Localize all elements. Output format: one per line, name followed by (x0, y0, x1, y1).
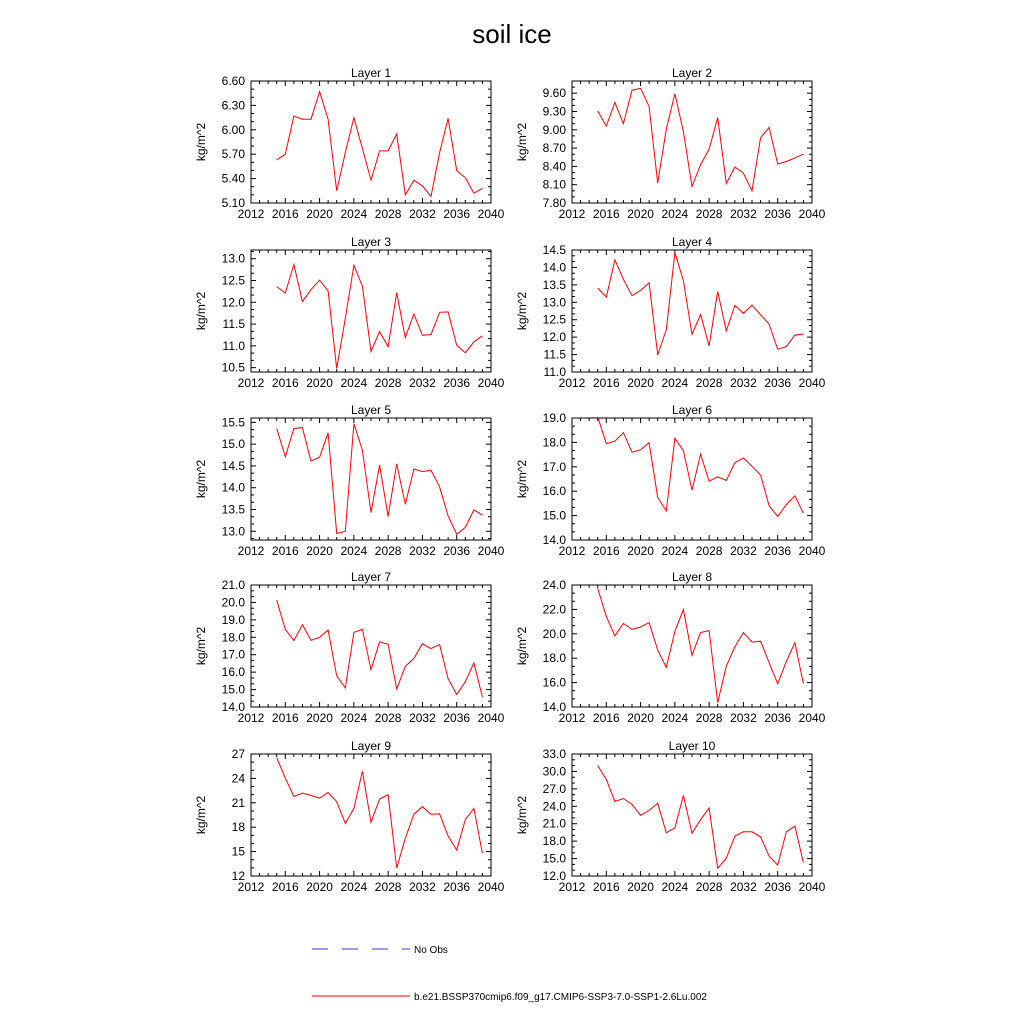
y-tick-label: 18.0 (542, 651, 566, 666)
y-axis-label: kg/m^2 (515, 122, 529, 162)
y-tick-label: 17.0 (221, 647, 245, 662)
panel-title: Layer 3 (350, 235, 392, 249)
plot-frame (251, 81, 491, 203)
y-tick-label: 21.0 (542, 816, 566, 831)
y-tick-label: 12.5 (542, 312, 566, 327)
y-tick-label: 19.0 (542, 411, 566, 425)
y-tick-label: 21 (231, 795, 245, 810)
x-tick-label: 2016 (592, 207, 620, 221)
y-tick-label: 15.0 (221, 437, 245, 452)
x-tick-label: 2020 (627, 711, 654, 725)
series-line (277, 600, 483, 697)
x-tick-label: 2016 (271, 207, 299, 221)
y-tick-label: 15.0 (542, 508, 566, 523)
y-tick-label: 9.30 (542, 104, 566, 119)
y-tick-label: 14.0 (221, 700, 245, 714)
x-tick-label: 2028 (695, 207, 723, 221)
y-tick-label: 7.80 (542, 196, 566, 210)
panel-1 (194, 66, 505, 221)
y-tick-label: 15 (231, 844, 245, 859)
y-tick-label: 6.30 (221, 98, 245, 113)
x-tick-label: 2020 (306, 376, 333, 390)
y-axis-label: kg/m^2 (515, 291, 529, 331)
y-tick-label: 19.0 (221, 612, 245, 627)
x-tick-label: 2028 (374, 711, 402, 725)
panel-title: Layer 10 (668, 739, 716, 753)
x-tick-label: 2016 (271, 711, 299, 725)
y-axis-label: kg/m^2 (194, 122, 208, 162)
y-tick-label: 14.0 (221, 480, 245, 495)
x-tick-label: 2036 (764, 544, 792, 558)
panel-8 (515, 570, 826, 725)
x-tick-label: 2024 (661, 880, 689, 894)
panel-4 (515, 235, 826, 390)
x-tick-label: 2012 (558, 880, 586, 894)
panel-title: Layer 8 (671, 570, 713, 584)
x-tick-label: 2012 (237, 544, 265, 558)
x-tick-label: 2024 (661, 711, 689, 725)
x-tick-label: 2012 (558, 207, 586, 221)
y-tick-label: 14.5 (221, 458, 245, 473)
y-tick-label: 16.0 (221, 665, 245, 680)
x-tick-label: 2036 (443, 711, 471, 725)
x-tick-label: 2016 (271, 376, 299, 390)
plot-frame (251, 754, 491, 876)
series-line (598, 588, 804, 702)
panel-title: Layer 7 (350, 570, 392, 584)
y-tick-label: 15.0 (221, 682, 245, 697)
y-tick-label: 11.0 (543, 365, 566, 379)
panel-9 (194, 739, 505, 894)
y-tick-label: 15.5 (221, 415, 245, 430)
series-line (277, 92, 483, 197)
x-tick-label: 2016 (592, 880, 620, 894)
x-tick-label: 2032 (409, 880, 436, 894)
x-tick-label: 2016 (271, 544, 299, 558)
plot-frame (251, 585, 491, 707)
panel-title: Layer 4 (671, 235, 713, 249)
y-tick-label: 9.00 (542, 122, 566, 137)
panel-title: Layer 5 (350, 403, 392, 417)
x-tick-label: 2028 (695, 880, 723, 894)
panel-7 (194, 570, 505, 725)
x-tick-label: 2024 (340, 544, 368, 558)
y-axis-label: kg/m^2 (515, 626, 529, 666)
y-axis-label: kg/m^2 (194, 291, 208, 331)
x-tick-label: 2028 (695, 376, 723, 390)
x-tick-label: 2032 (730, 376, 757, 390)
x-tick-label: 2024 (340, 207, 368, 221)
x-tick-label: 2040 (798, 880, 826, 894)
x-tick-label: 2020 (627, 880, 654, 894)
y-tick-label: 11.5 (543, 347, 566, 362)
y-tick-label: 27.0 (542, 781, 566, 796)
x-tick-label: 2040 (798, 544, 826, 558)
x-tick-label: 2012 (558, 376, 586, 390)
y-tick-label: 12.5 (221, 273, 245, 288)
x-tick-label: 2036 (443, 544, 471, 558)
plot-frame (251, 250, 491, 372)
x-tick-label: 2028 (374, 544, 402, 558)
y-tick-label: 12.0 (221, 295, 245, 310)
y-tick-label: 30.0 (542, 764, 566, 779)
x-tick-label: 2032 (730, 544, 757, 558)
x-tick-label: 2028 (374, 376, 402, 390)
chart-main-title: soil ice (472, 19, 552, 49)
legend (312, 945, 707, 1003)
y-tick-label: 13.5 (542, 277, 566, 292)
x-tick-label: 2040 (477, 880, 505, 894)
x-tick-label: 2040 (798, 207, 826, 221)
x-tick-label: 2024 (340, 711, 368, 725)
series-line (598, 252, 804, 355)
y-tick-label: 12.0 (542, 330, 566, 345)
x-tick-label: 2012 (237, 376, 265, 390)
y-tick-label: 5.40 (221, 171, 245, 186)
x-tick-label: 2032 (409, 544, 436, 558)
x-tick-label: 2032 (409, 207, 436, 221)
x-tick-label: 2012 (237, 880, 265, 894)
y-tick-label: 18 (231, 820, 245, 835)
panel-5 (194, 403, 505, 558)
x-tick-label: 2040 (798, 711, 826, 725)
x-tick-label: 2012 (237, 207, 265, 221)
y-tick-label: 11.0 (222, 338, 245, 353)
x-tick-label: 2036 (443, 376, 471, 390)
plot-frame (572, 250, 812, 372)
panel-2 (515, 66, 826, 221)
panel-title: Layer 1 (350, 66, 392, 80)
x-tick-label: 2036 (764, 711, 792, 725)
series-line (277, 424, 483, 535)
x-tick-label: 2016 (592, 544, 620, 558)
panel-6 (515, 403, 826, 558)
x-tick-label: 2020 (306, 880, 333, 894)
x-tick-label: 2032 (730, 711, 757, 725)
x-tick-label: 2020 (306, 711, 333, 725)
y-tick-label: 15.0 (542, 851, 566, 866)
plot-frame (251, 418, 491, 540)
y-tick-label: 33.0 (542, 747, 566, 761)
y-tick-label: 8.10 (542, 177, 566, 192)
y-tick-label: 12.0 (542, 869, 566, 883)
y-tick-label: 11.5 (222, 317, 245, 332)
legend-model-label: b.e21.BSSP370cmip6.f09_g17.CMIP6-SSP3-7.0-SSP1-2.6Lu.002 (414, 992, 707, 1003)
y-tick-label: 24 (231, 771, 245, 786)
x-tick-label: 2020 (627, 544, 654, 558)
x-tick-label: 2032 (409, 711, 436, 725)
x-tick-label: 2024 (340, 376, 368, 390)
y-tick-label: 14.0 (542, 533, 566, 547)
x-tick-label: 2024 (661, 376, 689, 390)
x-tick-label: 2012 (558, 544, 586, 558)
y-tick-label: 12 (231, 869, 245, 883)
y-tick-label: 24.0 (542, 799, 566, 814)
x-tick-label: 2028 (695, 544, 723, 558)
y-tick-label: 14.0 (542, 700, 566, 714)
x-tick-label: 2040 (477, 544, 505, 558)
y-tick-label: 16.0 (542, 484, 566, 499)
y-tick-label: 20.0 (221, 595, 245, 610)
y-tick-label: 18.0 (221, 630, 245, 645)
x-tick-label: 2012 (558, 711, 586, 725)
series-line (598, 88, 804, 191)
x-tick-label: 2020 (306, 207, 333, 221)
y-tick-label: 8.40 (542, 159, 566, 174)
legend-obs-label: No Obs (414, 945, 448, 956)
y-tick-label: 14.5 (542, 243, 566, 257)
y-tick-label: 6.00 (221, 122, 245, 137)
panel-10 (515, 739, 826, 894)
x-tick-label: 2016 (592, 376, 620, 390)
y-axis-label: kg/m^2 (194, 626, 208, 666)
y-tick-label: 21.0 (221, 578, 245, 592)
panel-title: Layer 2 (671, 66, 713, 80)
y-tick-label: 5.10 (221, 196, 245, 210)
x-tick-label: 2032 (730, 880, 757, 894)
panel-title: Layer 6 (671, 403, 713, 417)
x-tick-label: 2028 (374, 880, 402, 894)
plot-frame (572, 418, 812, 540)
x-tick-label: 2024 (340, 880, 368, 894)
panel-grid (194, 66, 826, 894)
y-axis-label: kg/m^2 (515, 459, 529, 499)
y-axis-label: kg/m^2 (194, 459, 208, 499)
x-tick-label: 2040 (477, 711, 505, 725)
plot-frame (572, 754, 812, 876)
x-tick-label: 2032 (409, 376, 436, 390)
x-tick-label: 2032 (730, 207, 757, 221)
series-line (598, 766, 804, 869)
x-tick-label: 2020 (627, 376, 654, 390)
y-tick-label: 24.0 (542, 578, 566, 592)
y-tick-label: 14.0 (542, 260, 566, 275)
x-tick-label: 2012 (237, 711, 265, 725)
x-tick-label: 2024 (661, 544, 689, 558)
y-tick-label: 5.70 (221, 147, 245, 162)
x-tick-label: 2020 (627, 207, 654, 221)
y-tick-label: 20.0 (542, 626, 566, 641)
plot-frame (572, 585, 812, 707)
y-tick-label: 9.60 (542, 86, 566, 101)
y-tick-label: 13.0 (542, 295, 566, 310)
series-line (598, 417, 804, 517)
y-tick-label: 18.0 (542, 834, 566, 849)
x-tick-label: 2036 (764, 207, 792, 221)
x-tick-label: 2024 (661, 207, 689, 221)
x-tick-label: 2016 (592, 711, 620, 725)
y-tick-label: 16.0 (542, 675, 566, 690)
x-tick-label: 2020 (306, 544, 333, 558)
y-tick-label: 13.0 (221, 251, 245, 266)
x-tick-label: 2036 (443, 880, 471, 894)
y-tick-label: 13.0 (221, 524, 245, 539)
x-tick-label: 2016 (271, 880, 299, 894)
x-tick-label: 2040 (477, 376, 505, 390)
series-line (277, 264, 483, 368)
y-tick-label: 27 (231, 747, 245, 761)
y-tick-label: 18.0 (542, 435, 566, 450)
x-tick-label: 2040 (477, 207, 505, 221)
y-tick-label: 8.70 (542, 141, 566, 156)
y-tick-label: 22.0 (542, 602, 566, 617)
y-tick-label: 10.5 (221, 360, 245, 375)
x-tick-label: 2028 (695, 711, 723, 725)
x-tick-label: 2036 (764, 376, 792, 390)
y-tick-label: 13.5 (221, 502, 245, 517)
series-line (277, 758, 483, 868)
y-axis-label: kg/m^2 (194, 795, 208, 835)
x-tick-label: 2036 (764, 880, 792, 894)
panel-3 (194, 235, 505, 390)
x-tick-label: 2040 (798, 376, 826, 390)
x-tick-label: 2036 (443, 207, 471, 221)
y-axis-label: kg/m^2 (515, 795, 529, 835)
x-tick-label: 2028 (374, 207, 402, 221)
y-tick-label: 6.60 (221, 74, 245, 88)
panel-title: Layer 9 (350, 739, 392, 753)
y-tick-label: 17.0 (542, 459, 566, 474)
